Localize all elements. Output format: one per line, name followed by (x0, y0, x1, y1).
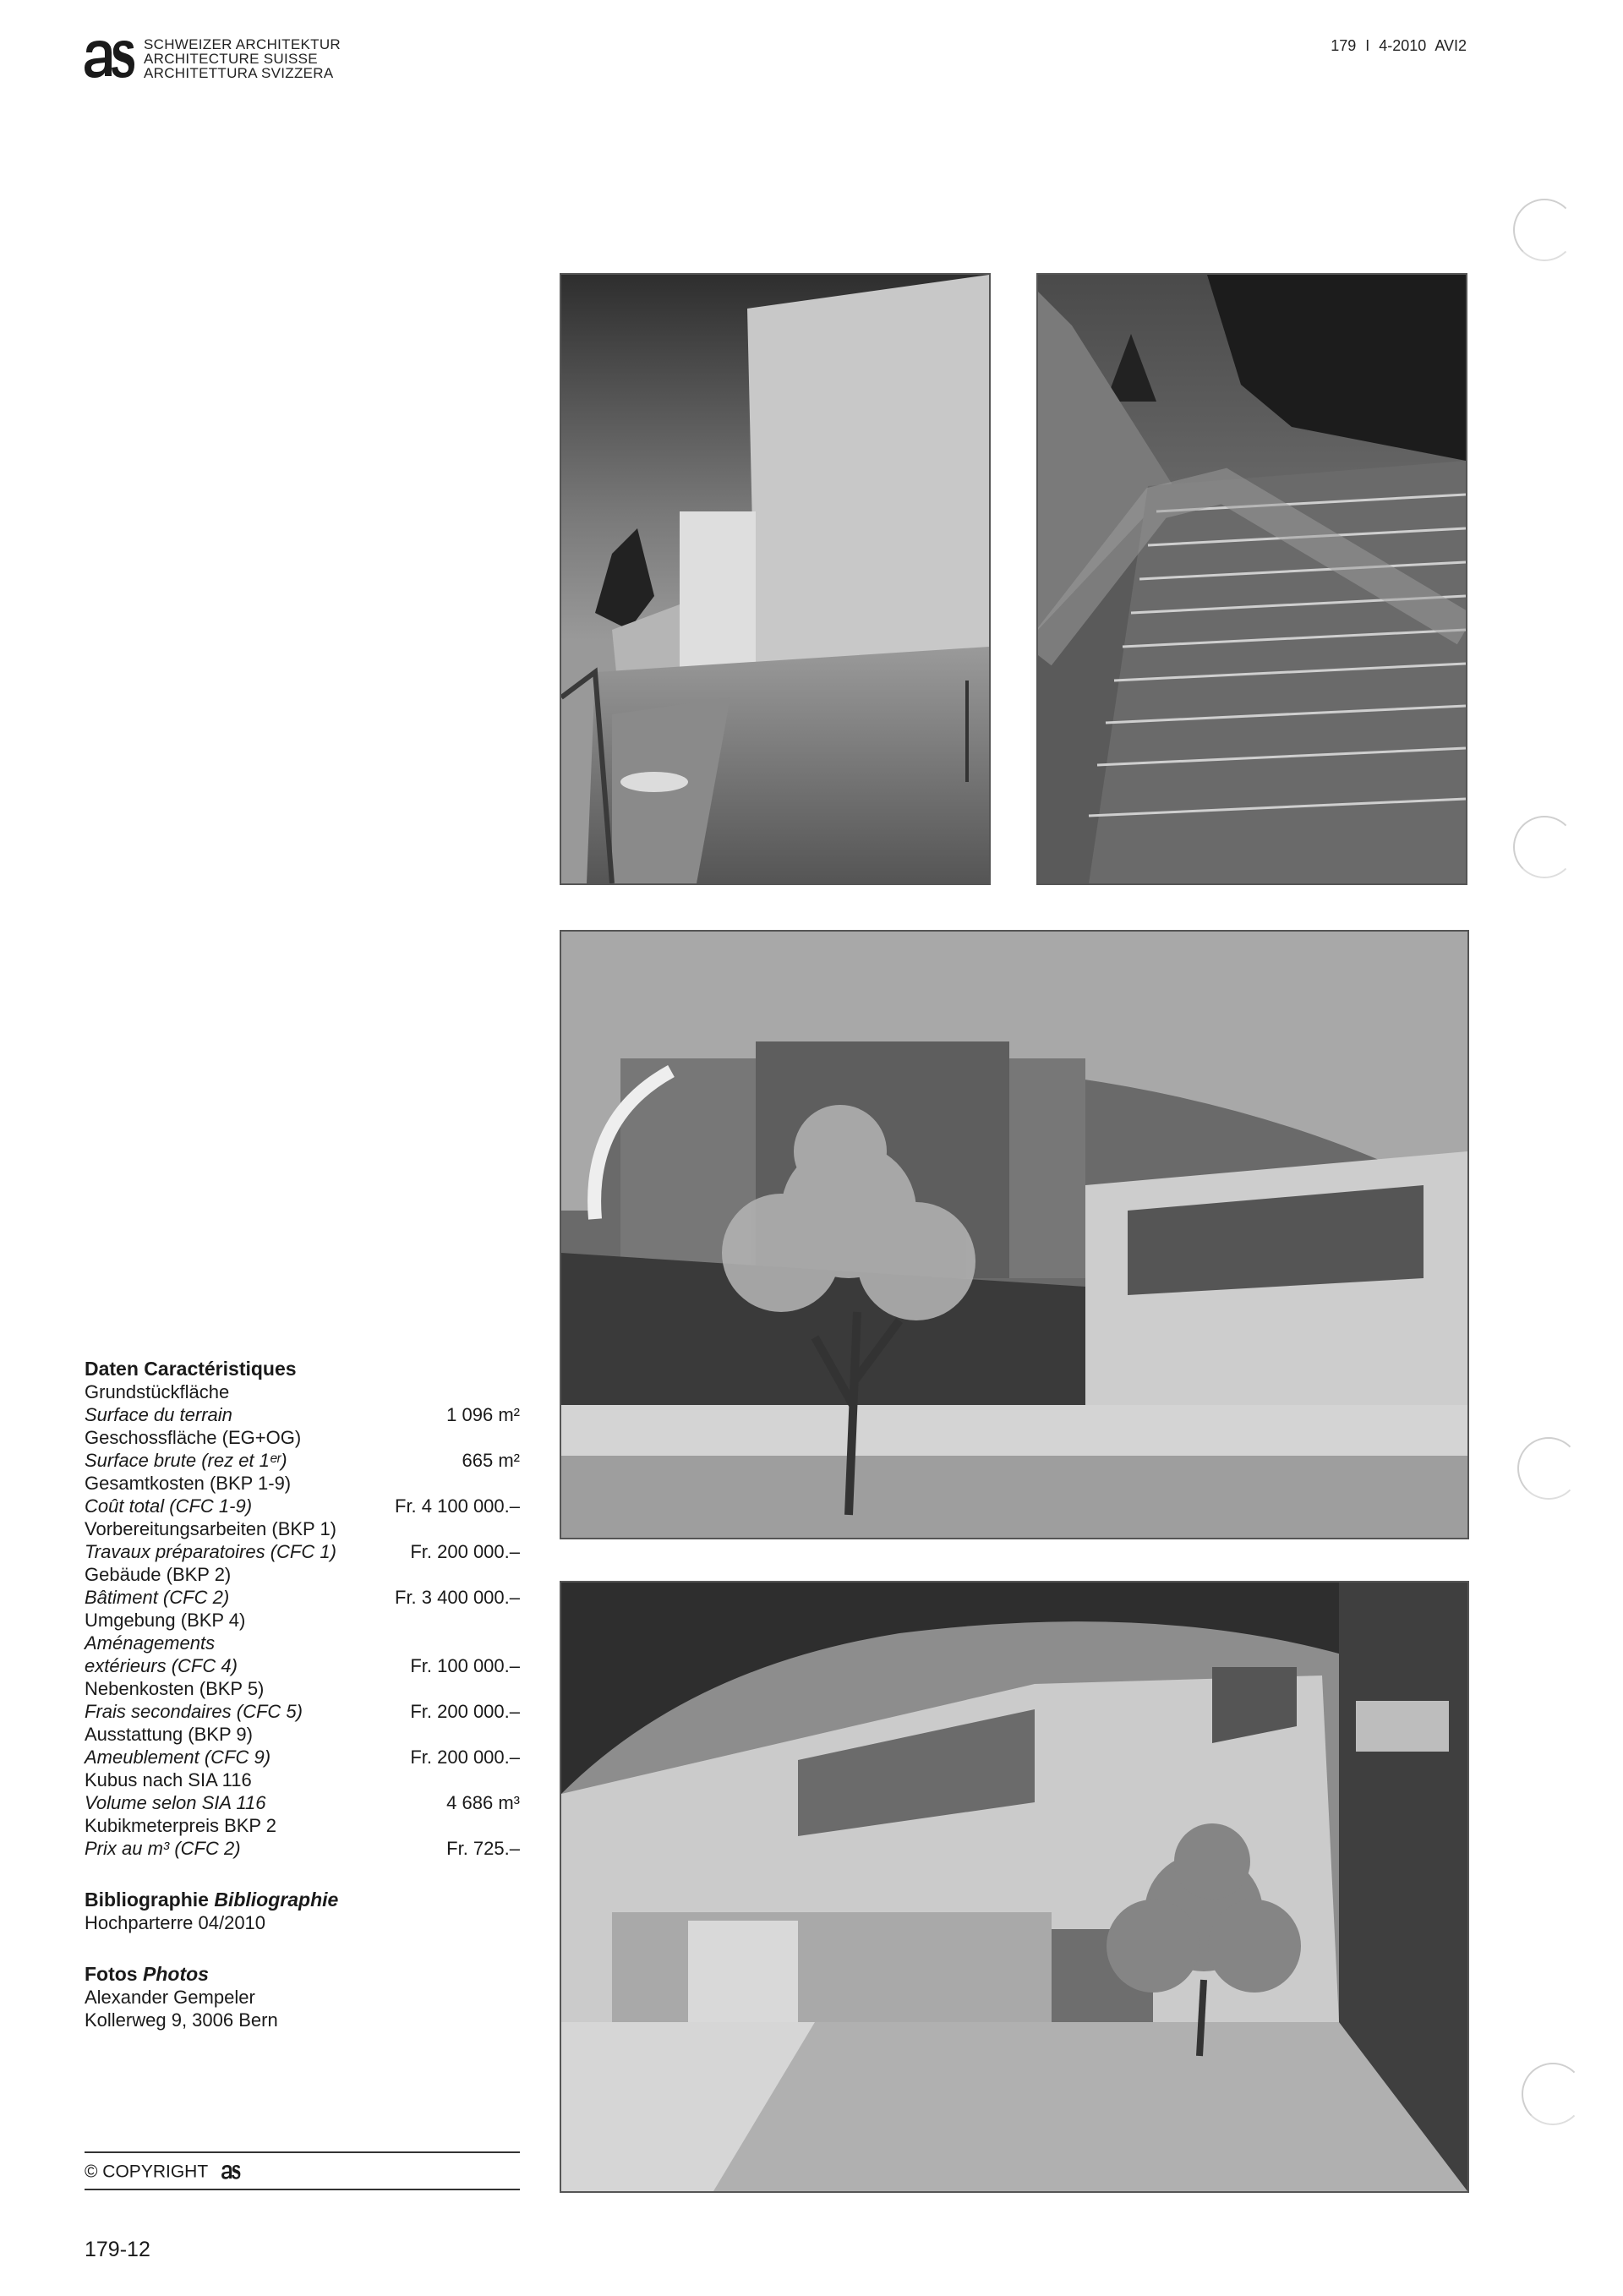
data-row-de: Vorbereitungsarbeiten (BKP 1) (85, 1518, 336, 1539)
as-logo (83, 34, 135, 83)
data-row-de: Kubikmeterpreis BKP 2 (85, 1815, 277, 1836)
publication-names (144, 37, 341, 80)
issue-number: 179 I 4-2010 (1331, 37, 1427, 54)
data-row-de: Ausstattung (BKP 9) (85, 1724, 253, 1745)
photo-staircase (1036, 273, 1467, 885)
publication-name-fr: ARCHITECTURE SUISSE (144, 51, 318, 67)
data-row-de: Nebenkosten (BKP 5) (85, 1678, 265, 1699)
data-row-de: Gebäude (BKP 2) (85, 1564, 232, 1585)
data-value: Fr. 200 000.– (410, 1541, 520, 1562)
data-row-fr: Volume selon SIA 116 4 686 m³ (85, 1792, 520, 1813)
data-value: Fr. 3 400 000.– (395, 1587, 520, 1608)
photographer-address: Kollerweg 9, 3006 Bern (85, 2009, 278, 2031)
bibliography (85, 1889, 520, 1934)
data-row-fr: Frais secondaires (CFC 5) Fr. 200 000.– (85, 1701, 520, 1722)
bibliography-heading: Bibliographie Bibliographie (85, 1889, 339, 1911)
bibliography-entry: Hochparterre 04/2010 (85, 1912, 266, 1933)
data-row-fr: Travaux préparatoires (CFC 1) Fr. 200 000.– (85, 1541, 520, 1562)
data-row-de: Grundstückfläche (85, 1381, 230, 1402)
data-row-fr: Prix au m³ (CFC 2) Fr. 725.– (85, 1838, 520, 1859)
data-value: Fr. 200 000.– (410, 1747, 520, 1768)
data-value: 665 m² (462, 1450, 520, 1471)
data-row-fr: Aménagements (85, 1632, 216, 1654)
data-row-fr: extérieurs (CFC 4) Fr. 100 000.– (85, 1655, 520, 1676)
data-value: Fr. 4 100 000.– (395, 1495, 520, 1517)
data-row-de: Gesamtkosten (BKP 1-9) (85, 1473, 292, 1494)
data-row-de: Umgebung (BKP 4) (85, 1610, 246, 1631)
data-value: Fr. 200 000.– (410, 1701, 520, 1722)
binder-hole-2 (1513, 816, 1576, 878)
photo-exterior-ramp (560, 273, 991, 885)
data-row-fr: Ameublement (CFC 9) Fr. 200 000.– (85, 1747, 520, 1768)
data-row-de: Geschossfläche (EG+OG) (85, 1427, 302, 1448)
binder-hole-1 (1513, 199, 1576, 261)
binder-hole-4 (1522, 2063, 1584, 2125)
photo-courtyard-arch (560, 930, 1469, 1539)
data-row-fr: Coût total (CFC 1-9) Fr. 4 100 000.– (85, 1495, 520, 1517)
data-row-de: Kubus nach SIA 116 (85, 1769, 252, 1790)
photo-credits-heading: Fotos Photos (85, 1963, 209, 1985)
data-row-fr: Surface brute (rez et 1ᵉʳ) 665 m² (85, 1450, 520, 1471)
as-logo-small (220, 2162, 242, 2181)
page-number: 179-12 (85, 2238, 150, 2261)
data-value: 1 096 m² (446, 1404, 520, 1425)
photographer-name: Alexander Gempeler (85, 1987, 255, 2008)
data-heading-fr: Caractéristiques (144, 1358, 297, 1380)
copyright-box (85, 2151, 520, 2190)
publication-name-de: SCHWEIZER ARCHITEKTUR (144, 36, 341, 52)
project-data (85, 1358, 520, 2031)
data-heading (85, 1358, 520, 1380)
data-row-fr: Bâtiment (CFC 2) Fr. 3 400 000.– (85, 1587, 520, 1608)
data-value: Fr. 725.– (446, 1838, 520, 1859)
data-row-fr: Surface du terrain 1 096 m² (85, 1404, 520, 1425)
photo-courtyard-ground-floor (560, 1581, 1469, 2193)
issue-code: AVI2 (1434, 37, 1467, 54)
publication-name-it: ARCHITETTURA SVIZZERA (144, 65, 334, 81)
copyright-text: © COPYRIGHT (85, 2162, 209, 2182)
issue-info (1331, 37, 1467, 55)
data-value: 4 686 m³ (446, 1792, 520, 1813)
binder-hole-3 (1517, 1437, 1580, 1500)
data-heading-de: Daten (85, 1358, 139, 1380)
photo-credits (85, 1963, 520, 2031)
data-value: Fr. 100 000.– (410, 1655, 520, 1676)
